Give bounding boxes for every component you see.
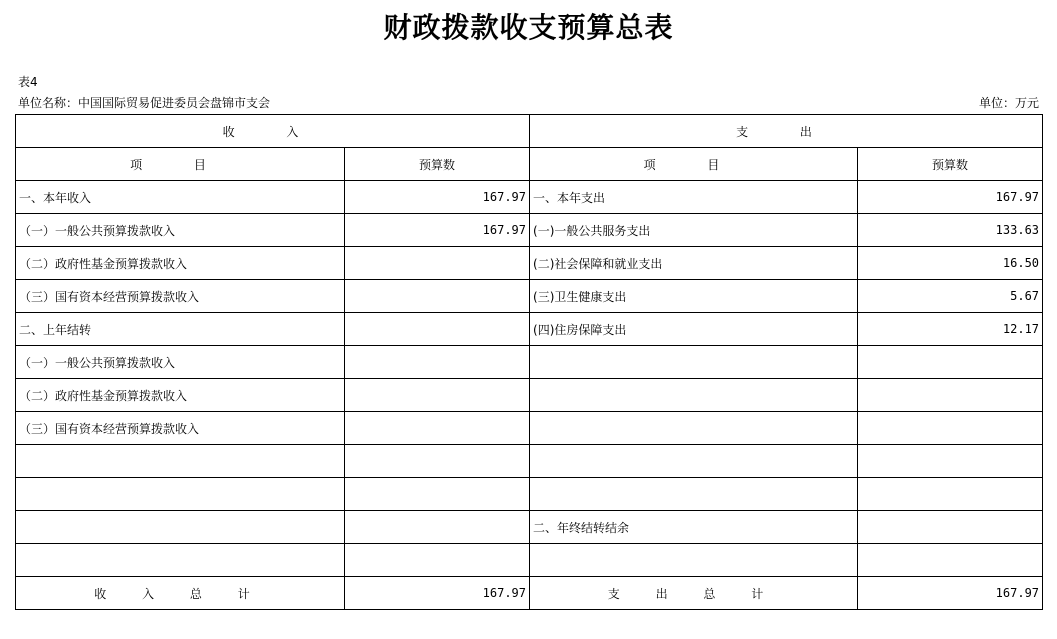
income-item-header: 项 目 <box>16 148 345 181</box>
income-item-cell <box>16 445 345 478</box>
income-budget-header: 预算数 <box>345 148 530 181</box>
income-item-cell: 二、上年结转 <box>16 313 345 346</box>
income-item-cell: （二）政府性基金预算拨款收入 <box>16 379 345 412</box>
expense-item-cell <box>530 445 858 478</box>
income-value-cell <box>345 379 530 412</box>
table-row <box>16 445 1043 478</box>
expense-value-cell: 167.97 <box>858 181 1043 214</box>
expense-item-cell: 二、年终结转结余 <box>530 511 858 544</box>
income-value-cell <box>345 313 530 346</box>
currency-unit: 单位：万元 <box>978 96 1039 110</box>
table-row <box>16 313 1043 346</box>
expense-item-cell <box>530 478 858 511</box>
income-value-cell <box>345 412 530 445</box>
income-value-cell <box>345 346 530 379</box>
income-value-cell <box>345 445 530 478</box>
table-row <box>16 346 1043 379</box>
income-total-label: 收 入 总 计 <box>16 577 345 610</box>
expense-item-cell: 一、本年支出 <box>530 181 858 214</box>
table-row <box>16 247 1043 280</box>
expense-value-cell <box>858 445 1043 478</box>
expense-section-header: 支 出 <box>530 115 1043 148</box>
column-header-row <box>16 148 1043 181</box>
page-title: 财政拨款收支预算总表 <box>383 11 674 44</box>
income-item-cell: 一、本年收入 <box>16 181 345 214</box>
expense-value-cell <box>858 544 1043 577</box>
income-item-cell: （二）政府性基金预算拨款收入 <box>16 247 345 280</box>
expense-value-cell <box>858 412 1043 445</box>
table-row <box>16 280 1043 313</box>
expense-item-cell <box>530 544 858 577</box>
table-number: 表4 <box>18 75 38 89</box>
income-value-cell <box>345 511 530 544</box>
table-row <box>16 379 1043 412</box>
budget-table <box>15 114 1043 610</box>
expense-value-cell: 5.67 <box>858 280 1043 313</box>
income-item-cell <box>16 478 345 511</box>
expense-value-cell: 133.63 <box>858 214 1043 247</box>
income-item-cell <box>16 544 345 577</box>
table-row <box>16 412 1043 445</box>
expense-item-cell <box>530 346 858 379</box>
income-value-cell <box>345 280 530 313</box>
income-value-cell <box>345 247 530 280</box>
expense-item-cell: (一)一般公共服务支出 <box>530 214 858 247</box>
expense-item-header: 项 目 <box>530 148 858 181</box>
income-value-cell <box>345 544 530 577</box>
income-value-cell: 167.97 <box>345 214 530 247</box>
expense-item-cell <box>530 379 858 412</box>
income-item-cell: （一）一般公共预算拨款收入 <box>16 214 345 247</box>
income-item-cell: （三）国有资本经营预算拨款收入 <box>16 412 345 445</box>
unit-name: 单位名称：中国国际贸易促进委员会盘锦市支会 <box>18 96 271 110</box>
expense-value-cell <box>858 478 1043 511</box>
expense-total-label: 支 出 总 计 <box>530 577 858 610</box>
income-item-cell <box>16 511 345 544</box>
total-row <box>16 577 1043 610</box>
table-row <box>16 214 1043 247</box>
expense-item-cell: (二)社会保障和就业支出 <box>530 247 858 280</box>
expense-value-cell <box>858 379 1043 412</box>
table-row <box>16 181 1043 214</box>
expense-item-cell: (四)住房保障支出 <box>530 313 858 346</box>
table-row <box>16 478 1043 511</box>
expense-item-cell <box>530 412 858 445</box>
income-value-cell <box>345 478 530 511</box>
expense-total-value: 167.97 <box>858 577 1043 610</box>
expense-value-cell <box>858 511 1043 544</box>
expense-value-cell: 16.50 <box>858 247 1043 280</box>
expense-value-cell: 12.17 <box>858 313 1043 346</box>
expense-item-cell: (三)卫生健康支出 <box>530 280 858 313</box>
income-item-cell: （一）一般公共预算拨款收入 <box>16 346 345 379</box>
income-total-value: 167.97 <box>345 577 530 610</box>
income-section-header: 收 入 <box>16 115 530 148</box>
expense-budget-header: 预算数 <box>858 148 1043 181</box>
table-row <box>16 511 1043 544</box>
income-value-cell: 167.97 <box>345 181 530 214</box>
expense-value-cell <box>858 346 1043 379</box>
section-header-row <box>16 115 1043 148</box>
income-item-cell: （三）国有资本经营预算拨款收入 <box>16 280 345 313</box>
table-row <box>16 544 1043 577</box>
